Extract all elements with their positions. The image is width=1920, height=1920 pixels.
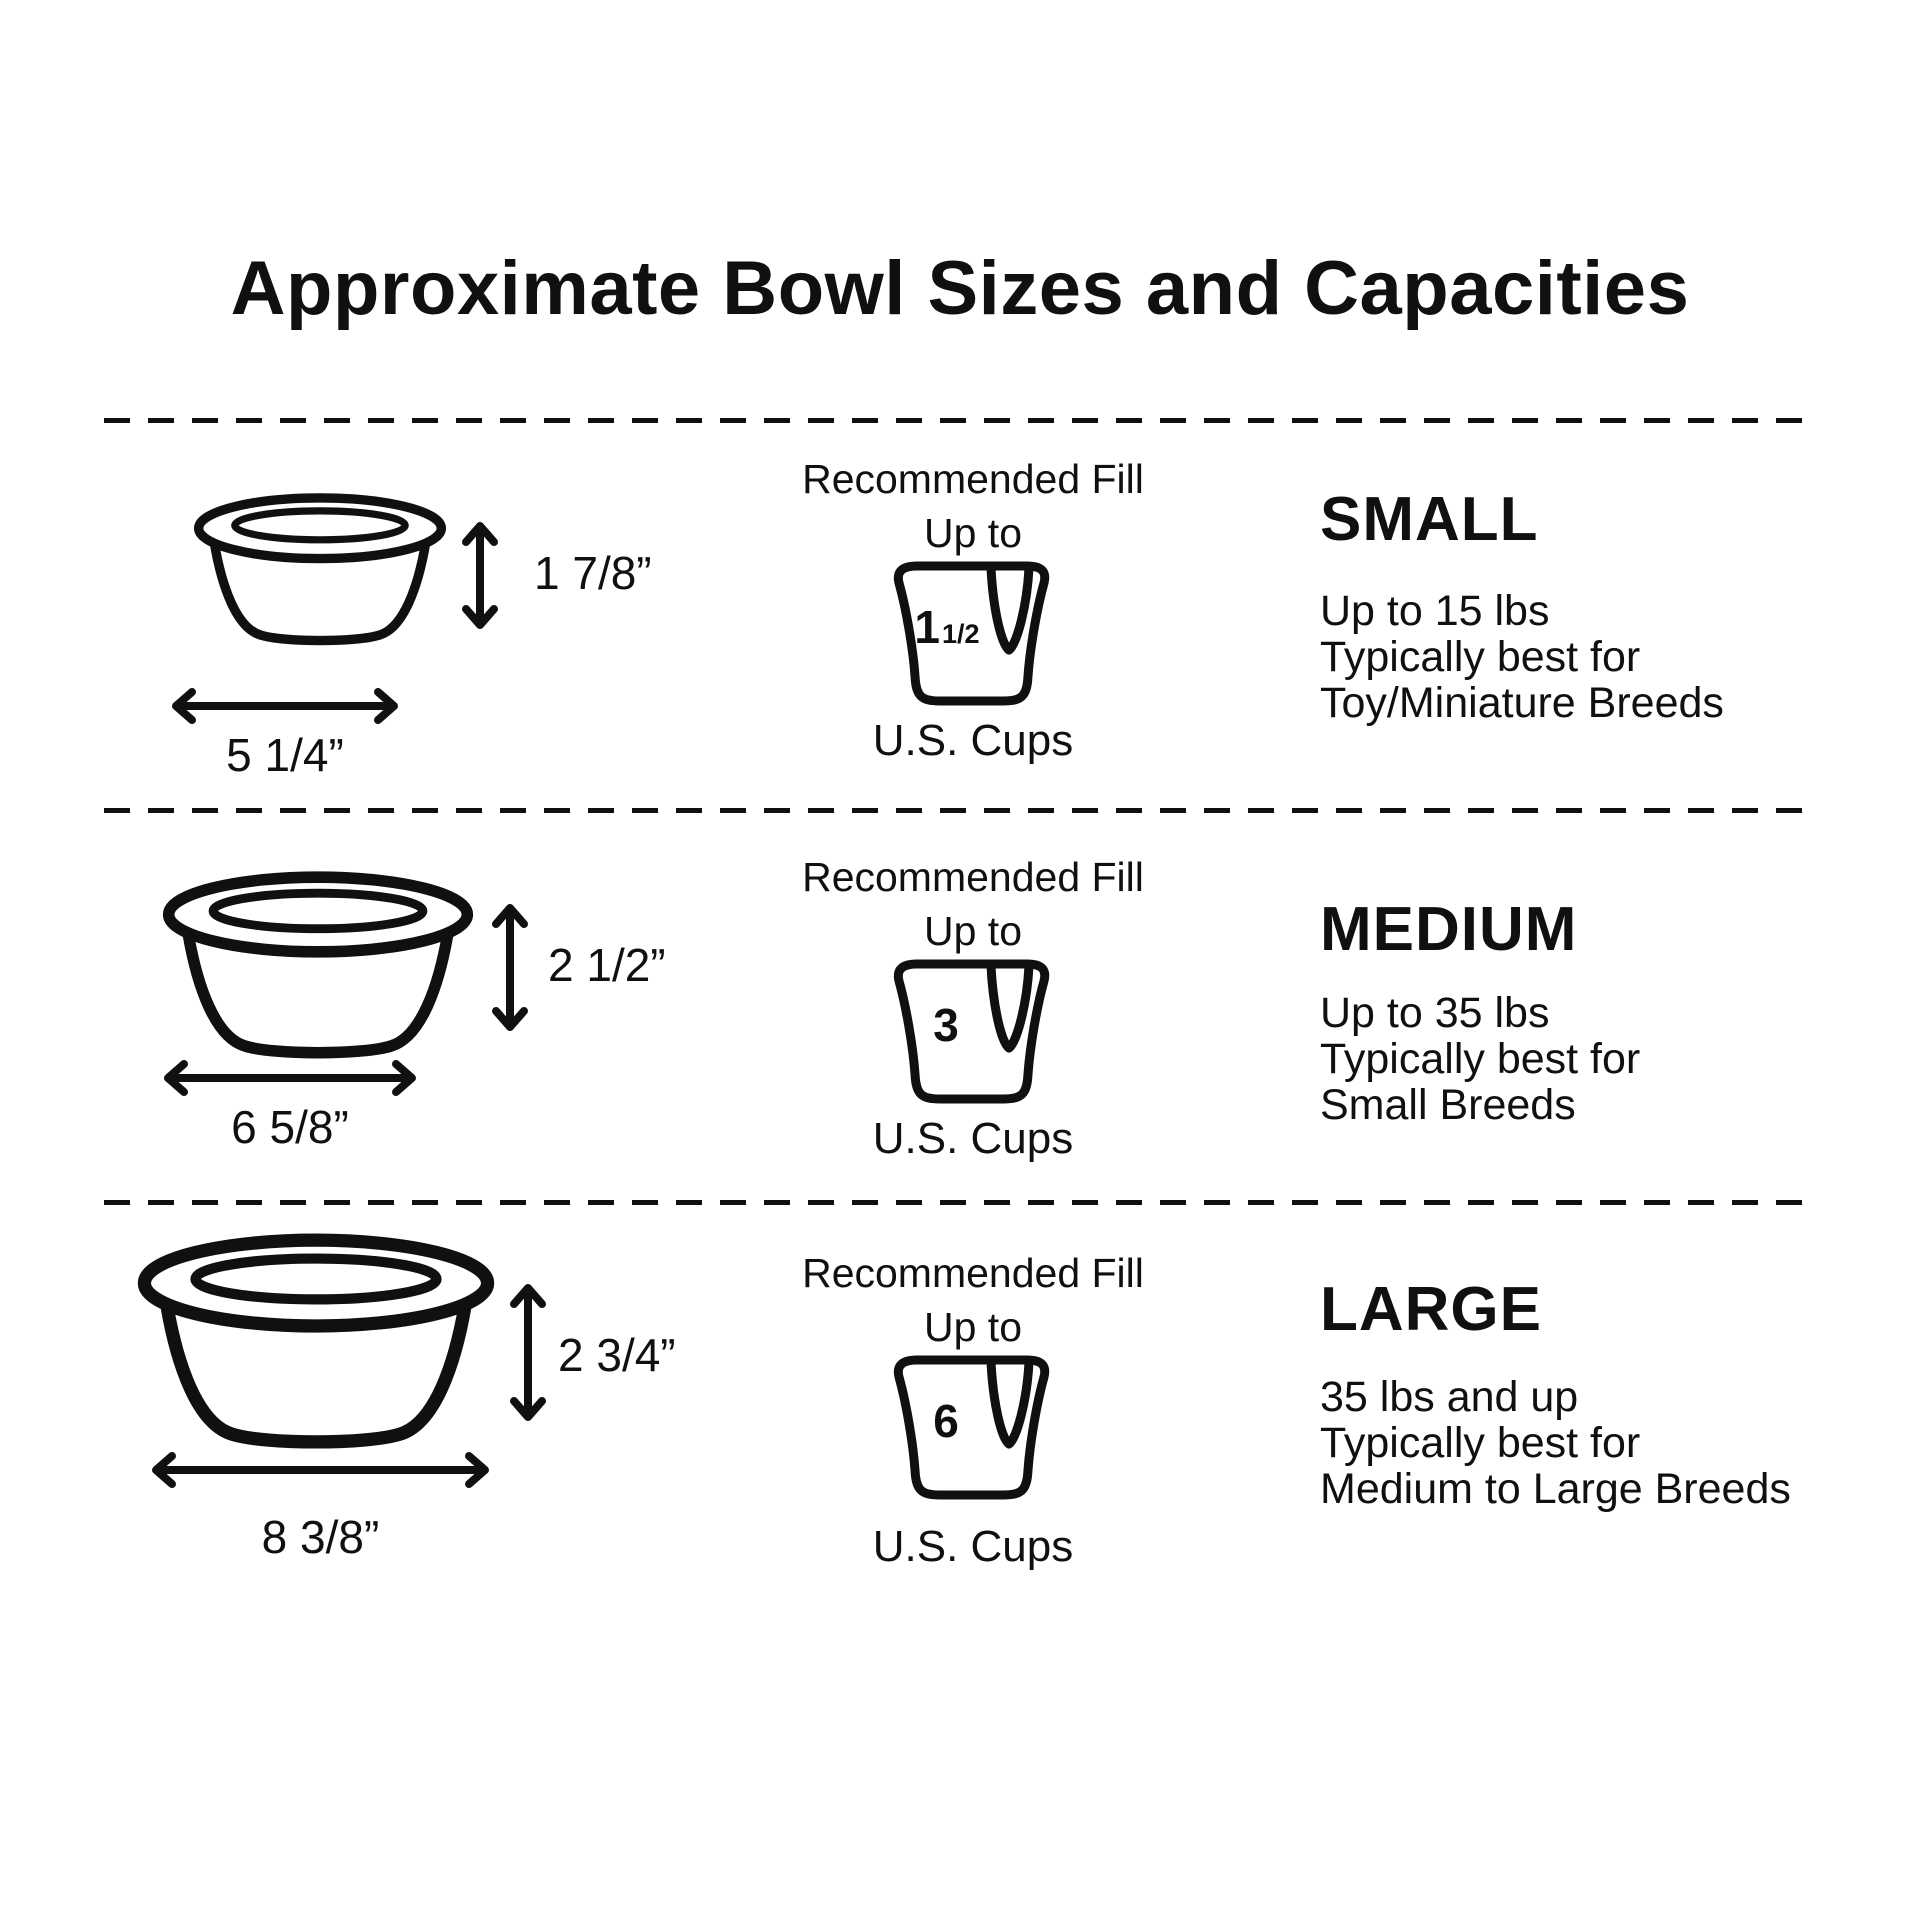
small-cup-amount — [899, 600, 995, 654]
large-weight-range: 35 lbs and up — [1320, 1373, 1579, 1421]
dashed-separator-2 — [104, 808, 1816, 813]
medium-width-label: 6 5/8” — [231, 1101, 349, 1153]
large-measuring-cup-icon — [887, 1352, 1059, 1504]
large-cup-unit-label: U.S. Cups — [872, 1522, 1074, 1571]
small-breed-line1: Typically best for — [1320, 633, 1641, 681]
small-bowl-illustration — [190, 492, 450, 662]
medium-cup-amount-whole: 3 — [933, 999, 959, 1051]
medium-cup-amount — [899, 998, 995, 1052]
large-width-arrow — [148, 1448, 493, 1492]
medium-cup-unit-label: U.S. Cups — [872, 1114, 1074, 1163]
medium-description — [1320, 990, 1640, 1128]
medium-bowl-illustration — [158, 870, 478, 1079]
small-height-label: 1 7/8” — [534, 547, 652, 599]
small-fill-heading: Recommended Fill — [802, 456, 1144, 502]
small-height-arrow — [458, 518, 502, 633]
small-size-heading: SMALL — [1320, 485, 1539, 554]
large-fill-heading: Recommended Fill — [802, 1250, 1144, 1296]
small-fill-subheading: Up to — [924, 510, 1022, 556]
medium-breed-line1: Typically best for — [1320, 1035, 1641, 1083]
small-breed-line2: Toy/Miniature Breeds — [1320, 679, 1724, 727]
medium-weight-range: Up to 35 lbs — [1320, 989, 1550, 1037]
small-description — [1320, 588, 1724, 726]
large-width-label: 8 3/8” — [261, 1511, 380, 1563]
large-bowl-illustration — [132, 1232, 500, 1472]
large-breed-line2: Medium to Large Breeds — [1320, 1465, 1791, 1513]
dashed-separator-3 — [104, 1200, 1816, 1205]
small-cup-amount-whole: 1 — [914, 601, 941, 653]
medium-height-label: 2 1/2” — [548, 939, 666, 991]
small-weight-range: Up to 15 lbs — [1320, 587, 1550, 635]
small-width-label: 5 1/4” — [226, 729, 344, 781]
large-description — [1320, 1374, 1791, 1512]
medium-fill-subheading: Up to — [924, 908, 1022, 954]
page-title: Approximate Bowl Sizes and Capacities — [230, 245, 1690, 331]
small-width-arrow — [168, 684, 402, 728]
medium-measuring-cup-icon — [887, 956, 1059, 1108]
medium-size-heading: MEDIUM — [1320, 895, 1578, 964]
large-cup-amount — [899, 1394, 995, 1448]
medium-width-arrow — [160, 1056, 420, 1100]
large-breed-line1: Typically best for — [1320, 1419, 1641, 1467]
large-cup-amount-whole: 6 — [933, 1395, 959, 1447]
medium-breed-line2: Small Breeds — [1320, 1081, 1576, 1129]
small-measuring-cup-icon — [887, 558, 1059, 710]
large-height-label: 2 3/4” — [558, 1329, 676, 1381]
small-cup-amount-fraction: 1/2 — [942, 619, 980, 649]
large-size-heading: LARGE — [1320, 1275, 1542, 1344]
medium-height-arrow — [488, 900, 532, 1035]
large-height-arrow — [506, 1280, 550, 1425]
small-cup-unit-label: U.S. Cups — [872, 716, 1074, 765]
dashed-separator-1 — [104, 418, 1816, 423]
medium-fill-heading: Recommended Fill — [802, 854, 1144, 900]
large-fill-subheading: Up to — [924, 1304, 1022, 1350]
